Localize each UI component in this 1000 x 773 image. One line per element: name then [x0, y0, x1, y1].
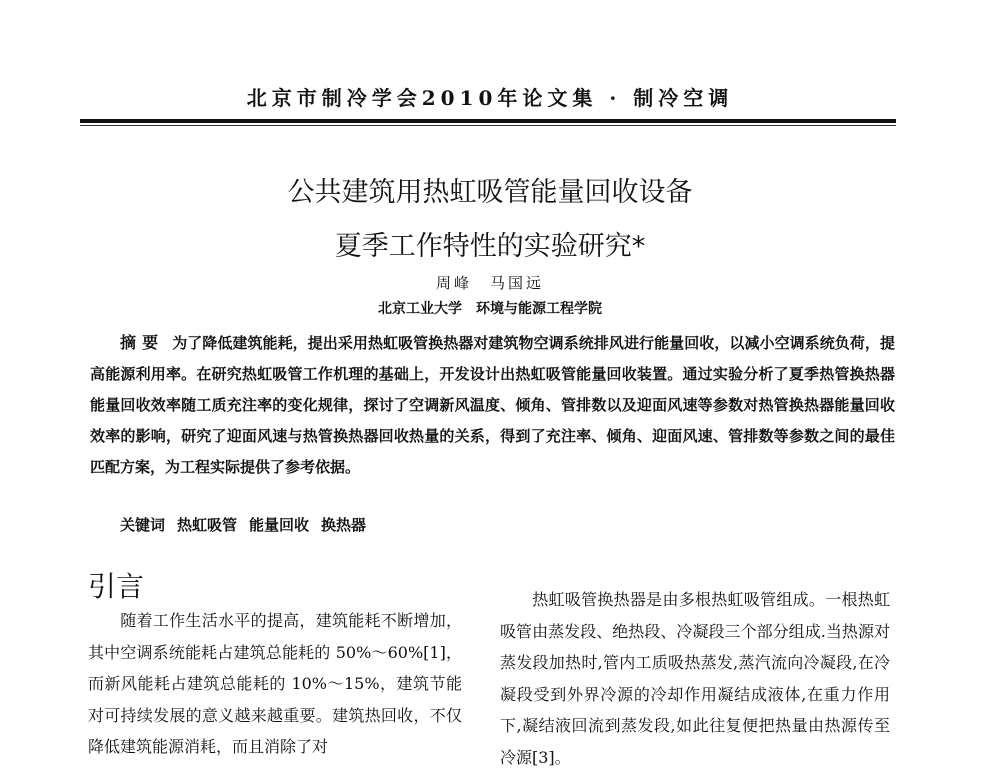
keyword: 能量回收 — [249, 516, 310, 534]
right-column-text: 热虹吸管换热器是由多根热虹吸管组成。一根热虹吸管由蒸发段、绝热段、冷凝段三个部分组成.当热源对蒸发段加热时,管内工质吸热蒸发,蒸汽流向冷凝段,在冷凝段受到外界冷源的冷却作用凝结成液体,在重力作用下,凝结液回流到蒸发段,如此往复便把热量由热源传至冷源[3]。 — [500, 590, 890, 767]
keywords — [120, 514, 378, 535]
keyword: 热虹吸管 — [177, 516, 238, 534]
paper-title-line-2: 夏季工作特性的实验研究* — [334, 231, 646, 262]
section-heading-introduction: 引言 — [88, 570, 145, 603]
running-header: 北京市制冷学会2010年论文集 · 制冷空调 — [246, 86, 734, 110]
left-column-paragraph — [88, 605, 462, 763]
abstract — [90, 327, 895, 483]
header-rule — [80, 119, 896, 123]
left-column-text: 随着工作生活水平的提高，建筑能耗不断增加，其中空调系统能耗占建筑总能耗的 50%～60%[1]，而新风能耗占建筑总能耗的 10%～15%，建筑节能对可持续发展的意义越来越重要。建筑热回收，不仅降低建筑能源消耗，而且消除了对 — [88, 611, 462, 756]
keywords-label: 关键词 — [120, 516, 166, 534]
affiliation: 北京工业大学 环境与能源工程学院 — [378, 301, 602, 317]
authors: 周峰 马国远 — [435, 274, 544, 292]
right-column-paragraph — [500, 584, 890, 773]
paper-title-line-1: 公共建筑用热虹吸管能量回收设备 — [287, 177, 693, 208]
keyword: 换热器 — [321, 516, 367, 534]
header-rule-thin — [80, 125, 896, 126]
abstract-text: 为了降低建筑能耗，提出采用热虹吸管换热器对建筑物空调系统排风进行能量回收，以减小空调系统负荷，提高能源利用率。在研究热虹吸管工作机理的基础上，开发设计出热虹吸管能量回收装置。通过实验分析了夏季热管换热器能量回收效率随工质充注率的变化规律，探讨了空调新风温度、倾角、管排数以及迎面风速等参数对热管换热器能量回收效率的影响，研究了迎面风速与热管换热器回收热量的关系，得到了充注率、倾角、迎面风速、管排数等参数之间的最佳匹配方案，为工程实际提供了参考依据。 — [90, 334, 895, 476]
abstract-label: 摘要 — [120, 333, 165, 352]
